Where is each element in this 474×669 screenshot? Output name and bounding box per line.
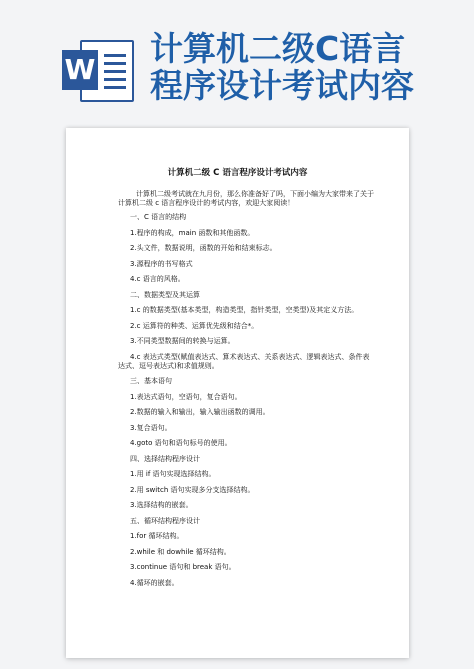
- list-item: 4.c 表达式类型(赋值表达式、算术表达式、关系表达式、逻辑表达式、条件表达式、逗号表达式)和求值规则。: [118, 352, 370, 370]
- word-document-icon: [62, 36, 132, 102]
- banner-title-line-1: 计算机二级C语言: [150, 29, 406, 68]
- list-item: 4.goto 语句和语句标号的使用。: [130, 439, 232, 447]
- banner-title: [150, 30, 470, 104]
- list-item: 3.源程序的书写格式: [130, 259, 193, 268]
- document-body: [118, 190, 376, 594]
- section-heading: 一、C 语言的结构: [130, 213, 187, 221]
- intro-paragraph: 计算机二级考试就在九月份，那么你准备好了吗，下面小编为大家带来了关于计算机二级 c 语言程序设计的考试内容，欢迎大家阅读！: [118, 190, 374, 207]
- section-heading: 三、基本语句: [130, 377, 172, 385]
- list-item: 2.头文件，数据说明，函数的开始和结束标志。: [130, 244, 277, 252]
- list-item: 2.用 switch 语句实现多分支选择结构。: [130, 485, 255, 494]
- header-banner: [0, 0, 474, 118]
- list-item: 3.选择结构的嵌套。: [130, 501, 193, 509]
- word-badge: W: [62, 50, 98, 90]
- list-item: 2.c 运算符的种类、运算优先级和结合*。: [130, 321, 259, 330]
- list-item: 1.表达式语句，空语句，复合语句。: [130, 392, 242, 401]
- list-item: 1.for 循环结构。: [130, 532, 184, 540]
- document-page: [66, 128, 409, 658]
- list-item: 1.c 的数据类型(基本类型，构造类型，指针类型，空类型)及其定义方法。: [130, 306, 359, 314]
- list-item: 3.continue 语句和 break 语句。: [130, 563, 236, 571]
- list-item: 4.循环的嵌套。: [130, 578, 179, 587]
- section-heading: 二、数据类型及其运算: [130, 290, 200, 299]
- banner-title-line-2: 程序设计考试内容: [150, 66, 414, 105]
- document-title: 计算机二级 C 语言程序设计考试内容: [167, 168, 308, 178]
- list-item: 2.数据的输入和输出，输入输出函数的调用。: [130, 408, 270, 416]
- list-item: 3.不同类型数据间的转换与运算。: [130, 337, 235, 345]
- section-heading: 五、循环结构程序设计: [130, 516, 200, 525]
- list-item: 3.复合语句。: [130, 423, 172, 432]
- list-item: 1.用 if 语句实现选择结构。: [130, 470, 216, 478]
- list-item: 4.c 语言的风格。: [130, 275, 185, 283]
- list-item: 2.while 和 dowhile 循环结构。: [130, 547, 231, 556]
- section-heading: 四、选择结构程序设计: [130, 454, 200, 463]
- list-item: 1.程序的构成，main 函数和其他函数。: [130, 228, 255, 237]
